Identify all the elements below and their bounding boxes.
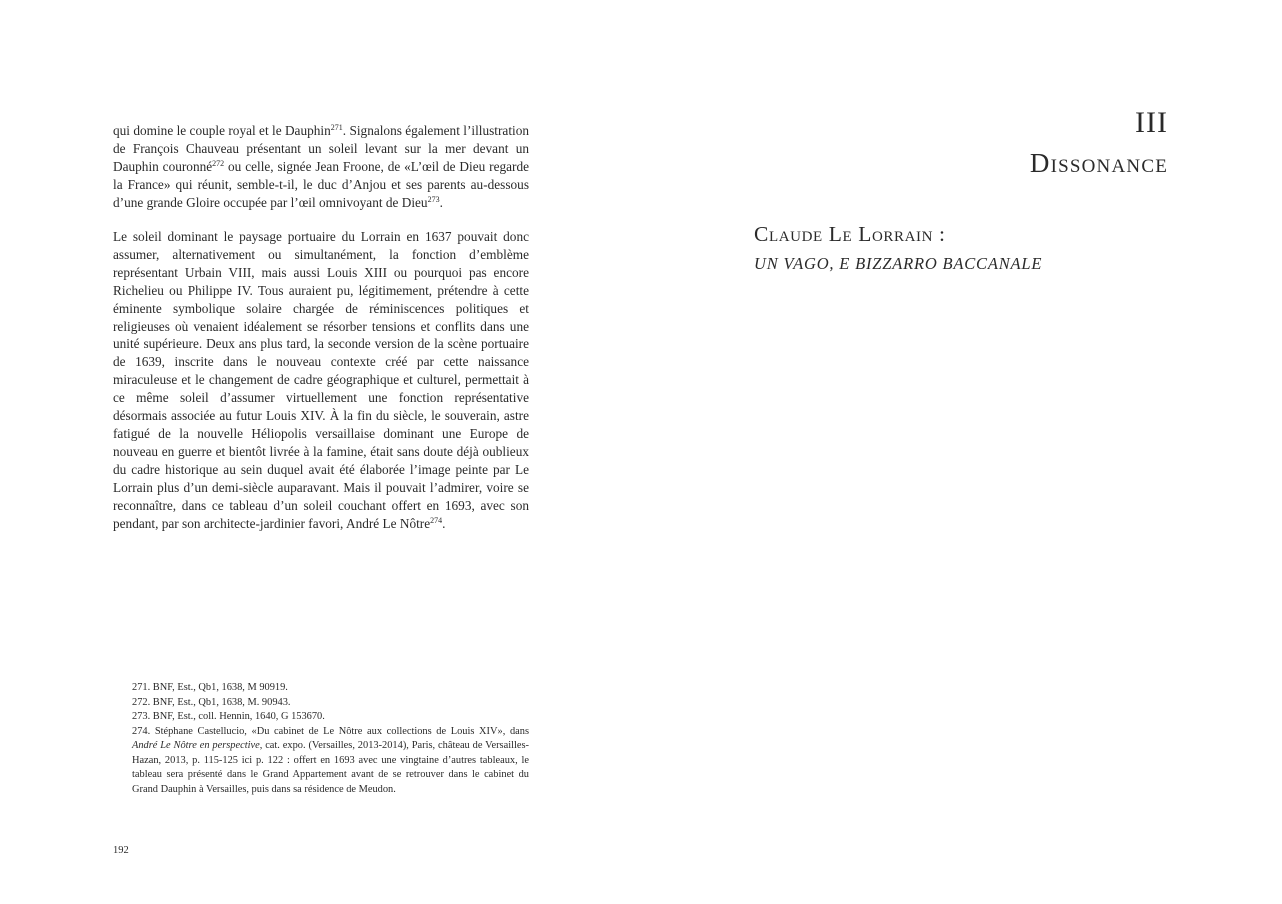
footnote-273: 273. BNF, Est., coll. Hennin, 1640, G 153670. [132,711,325,722]
text-run: Le soleil dominant le paysage portuaire du Lorrain en 1637 pouvait donc assumer, alternativement ou simultanément, la fonction d’emblème représentant Urbain VIII, mais aussi Louis XIII ou pourquoi pas encore Richelieu ou Philippe IV. Tous auraient pu, légitimement, prétendre à cette éminente symbolique solaire chargée de réminiscences politiques et religieuses où venaient idéalement se résorber tensions et conflits dans une unité supérieure. Deux ans plus tard, la seconde version de la scène portuaire de 1639, inscrite dans le nouveau contexte créé par cette naissance miraculeuse et le changement de cadre géographique et culturel, permettait à ce même soleil d’assumer virtuellement une fonction représentative désormais associée au futur Louis XIV. À la fin du siècle, le souverain, astre fatigué de la nouvelle Héliopolis versaillaise dominant une Europe de nouveau en guerre et bientôt livrée à la famine, était sans doute déjà oublieux du cadre historique au sein duquel avait été élaborée l’image peinte par Le Lorrain plus d’un demi-siècle auparavant. Mais il pouvait l’admirer, voire se reconnaître, dans ce tableau d’un soleil couchant offert en 1693, avec son pendant, par son architecte-jardinier favori, André Le Nôtre [113,229,529,531]
text-run: . [442,515,446,531]
chapter-number: III [1135,106,1168,139]
text-run: . Signalons également l’illustration de François Chauveau présentant un soleil levant sur la mer devant un Dauphin couronné [113,123,530,174]
text-run: , cat. expo. (Versailles, 2013-2014), Paris, château de Versailles-Hazan, 2013, p. 115-125 ici p. 122 : offert en 1693 avec une vingtaine d’autres tableaux, le tableau sera présenté dans le Grand Appartement avant de se retrouver dans le cabinet du Grand Dauphin à Versailles, puis dans sa résidence de Meudon. [132,740,529,795]
section-subtitle: UN VAGO, E BIZZARRO BACCANALE [754,254,1043,273]
footnote-ref-274[interactable]: 274 [430,515,443,525]
footnotes [132,681,529,797]
footnote-ref-272[interactable]: 272 [212,158,225,168]
text-run: 274. Stéphane Castellucio, «Du cabinet de Le Nôtre aux collections de Louis XIV», dans [132,725,529,737]
footnote-271: 271. BNF, Est., Qb1, 1638, M 90919. [132,682,288,693]
footnote-274 [132,725,529,798]
text-run: qui domine le couple royal et le Dauphin [113,123,331,138]
text-run: . [439,194,443,210]
page-number: 192 [113,845,129,856]
footnote-ref-273[interactable]: 273 [427,194,440,204]
paragraph-continued [113,122,529,212]
paragraph-soleil [113,228,529,532]
text-run: ou celle, signée Jean Froone, de «L’œil de Dieu regarde la France» qui réunit, semble-t-il, le duc d’Anjou et ses parents au-dessous d’une grande Gloire occupée par l’œil omnivoyant de Dieu [113,158,530,210]
section-title: Claude Le Lorrain : [754,222,946,246]
footnote-ref-271[interactable]: 271 [330,123,343,132]
right-page [641,0,1282,904]
italic-title: André Le Nôtre en perspective [132,740,260,751]
footnote-272: 272. BNF, Est., Qb1, 1638, M. 90943. [132,696,291,708]
chapter-title: Dissonance [1029,148,1168,178]
